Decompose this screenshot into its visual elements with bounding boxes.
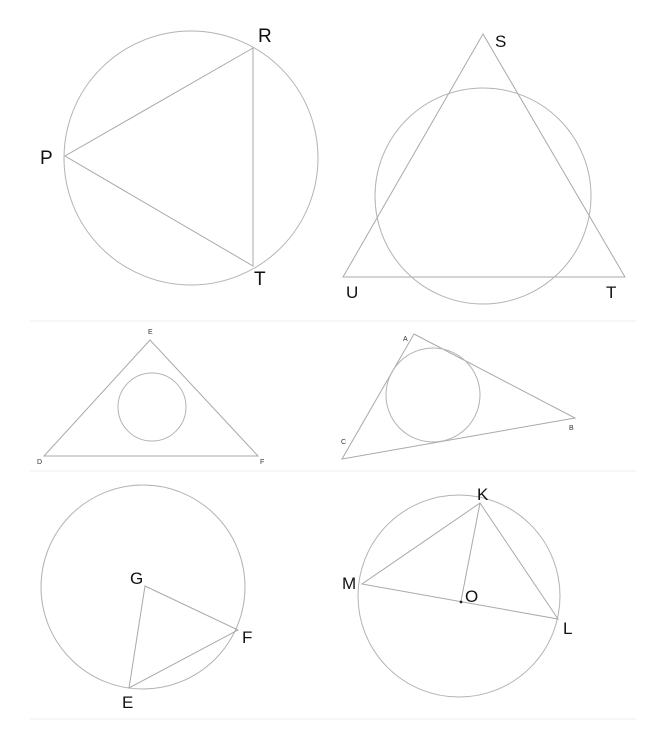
triangle-gef [129, 586, 238, 688]
triangle-abc [342, 334, 575, 459]
figure-2-triangle-stu-circle [343, 32, 625, 304]
circumcircle-prt [64, 31, 318, 285]
vertex-label-p: P [40, 148, 53, 169]
vertex-label-r: R [258, 26, 272, 47]
vertex-label-t: T [254, 269, 266, 290]
vertex-label-t2: T [606, 283, 617, 302]
figure-1-inscribed-triangle-prt [40, 26, 318, 290]
vertex-label-e: E [148, 329, 153, 336]
vertex-label-f: F [260, 459, 265, 466]
figure-4-triangle-abc-incircle [341, 334, 575, 459]
figure-5-circle-triangle-gef [41, 485, 252, 712]
circumcircle-klm [358, 495, 560, 697]
figure-3-triangle-def-circle [37, 329, 264, 466]
vertex-label-b: B [569, 425, 574, 432]
triangle-def [44, 340, 258, 456]
center-label-o: O [465, 587, 479, 606]
vertex-label-k: K [477, 485, 489, 504]
vertex-label-l: L [563, 619, 573, 638]
vertex-label-g: G [130, 569, 144, 588]
circle-stu [375, 88, 591, 304]
vertex-label-d: D [37, 459, 43, 466]
incircle-abc [386, 348, 480, 442]
center-point-o [460, 601, 463, 604]
vertex-label-e2: E [122, 693, 134, 712]
inner-circle-def [118, 373, 186, 441]
vertex-label-a: A [403, 336, 408, 343]
triangle-prt [65, 48, 253, 266]
vertex-label-m: M [342, 574, 357, 593]
figure-6-circle-triangle-klm [342, 485, 572, 697]
vertex-label-f2: F [242, 628, 253, 647]
vertex-label-s: S [495, 32, 507, 51]
vertex-label-u: U [346, 283, 359, 302]
vertex-label-c: C [341, 439, 347, 446]
